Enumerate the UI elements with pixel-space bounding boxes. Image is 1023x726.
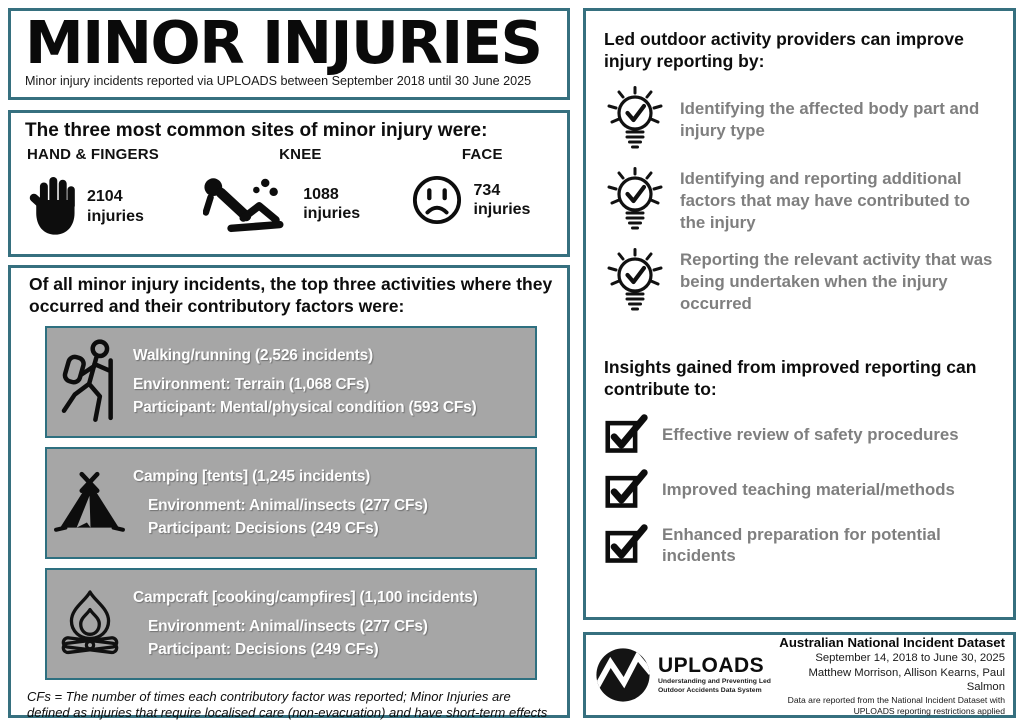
hand-icon [27,175,75,238]
insight-text: Improved teaching material/methods [662,479,955,499]
dataset-authors: Matthew Morrison, Allison Kearns, Paul Salmon [808,666,1005,694]
uploads-tagline-line1: Understanding and Preventing Led [658,677,771,685]
site-unit: injuries [87,207,144,225]
activity-factor-participant: Participant: Mental/physical condition (593 CFs) [133,399,477,417]
reporting-box [583,8,1016,620]
campfire-icon [47,588,133,660]
activity-title: Walking/running (2,526 incidents) [133,347,373,365]
sad-face-icon [412,175,462,225]
site-label: FACE [461,146,503,163]
lightbulb-check-icon [604,86,666,154]
site-count: 1088 [303,185,339,203]
checkbox-checked-icon [604,469,648,511]
title-box [8,8,570,100]
slip-fall-icon [203,175,291,233]
injury-sites-heading: The three most common sites of minor injury were: [25,120,488,141]
uploads-tagline-line2: Outdoor Accidents Data System [658,686,762,694]
activity-walking-running [45,326,537,438]
dataset-box [583,632,1016,718]
checkbox-checked-icon [604,524,648,566]
reporting-item-additional-factors [604,167,995,235]
reporting-item-body-part [604,86,995,154]
activity-factor-environment: Environment: Animal/insects (277 CFs) [148,497,428,515]
dataset-note: Data are reported from the National Incident Dataset with UPLOADS reporting restrictions applied [787,694,1005,716]
insight-text: Enhanced preparation for potential incidents [662,524,941,566]
activities-box [8,265,570,721]
site-hand-fingers [27,146,189,238]
injury-sites-box [8,110,570,257]
reporting-heading: Led outdoor activity providers can improve injury reporting by: [604,29,964,72]
site-unit: injuries [473,201,531,218]
site-count: 734 [473,181,501,199]
activity-factor-participant: Participant: Decisions (249 CFs) [148,641,379,659]
dataset-title: Australian National Incident Dataset [779,634,1005,650]
insight-teaching-material [604,469,995,511]
site-unit: injuries [303,205,361,222]
hiker-icon [47,336,133,428]
site-label: HAND & FINGERS [27,146,159,163]
site-count: 2104 [87,188,123,206]
page-subtitle: Minor injury incidents reported via UPLOADS between September 2018 until 30 June 2025 [25,74,532,89]
activity-camping [45,447,537,559]
dataset-date-range: September 14, 2018 to June 30, 2025 [815,651,1005,664]
insight-preparation [604,524,995,568]
activity-campcraft [45,568,537,680]
cfs-footnote: CFs = The number of times each contributory factor was reported; Minor Injuries are defined as injuries that require localised care (non-evacuation) and have short-term effects [27,689,548,721]
activity-factor-participant: Participant: Decisions (249 CFs) [148,520,379,538]
page-title: MINOR INJURIES [25,8,542,77]
site-knee [203,146,397,238]
lightbulb-check-icon [604,167,666,235]
site-face [412,146,553,238]
activity-title: Campcraft [cooking/campfires] (1,100 incidents) [133,589,478,607]
activity-factor-environment: Environment: Terrain (1,068 CFs) [133,376,370,394]
lightbulb-check-icon [604,248,666,316]
activity-factor-environment: Environment: Animal/insects (277 CFs) [148,618,428,636]
insight-safety-procedures [604,414,995,456]
insights-heading: Insights gained from improved reporting can contribute to: [604,356,977,400]
reporting-item-text: Identifying and reporting additional factors that may have contributed to the injury [680,169,970,232]
reporting-item-relevant-activity [604,248,995,316]
checkbox-checked-icon [604,414,648,456]
activity-title: Camping [tents] (1,245 incidents) [133,468,371,486]
reporting-item-text: Reporting the relevant activity that was being undertaken when the injury occurred [680,250,993,313]
insight-text: Effective review of safety procedures [662,424,959,444]
uploads-logo [594,646,652,704]
injury-sites-row [25,146,553,238]
tent-icon [47,471,133,535]
site-label: KNEE [279,146,322,163]
reporting-item-text: Identifying the affected body part and injury type [680,98,980,140]
uploads-logo-text: UPLOADS [658,653,765,677]
activities-heading: Of all minor injury incidents, the top three activities where they occurred and their contributory factors were: [29,274,553,316]
